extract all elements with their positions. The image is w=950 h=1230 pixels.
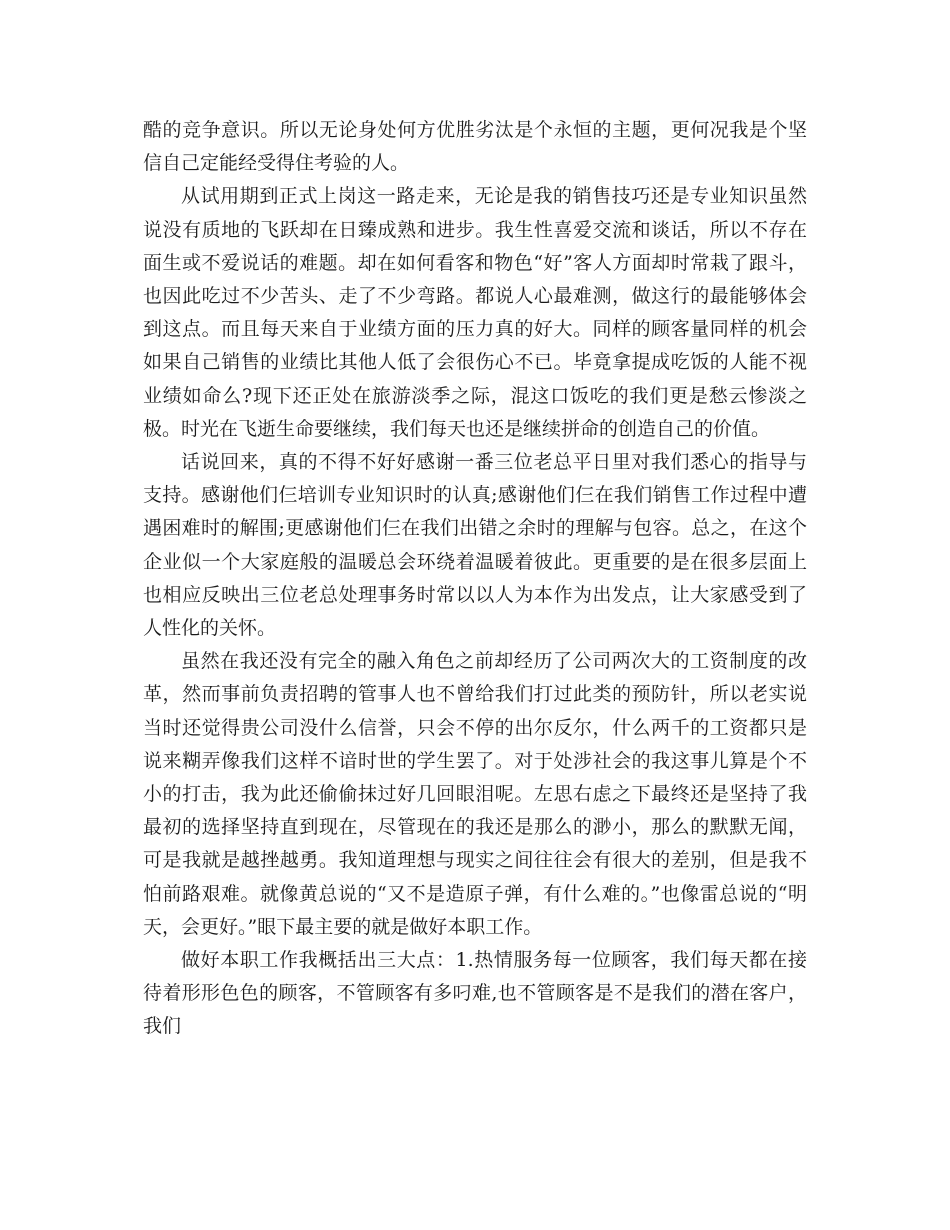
paragraph-3: 话说回来，真的不得不好好感谢一番三位老总平日里对我们悉心的指导与支持。感谢他们仨培训专业知识时的认真;感谢他们仨在我们销售工作过程中遭遇困难时的解围;更感谢他们仨在我们出错之余时的理解与包容。总之，在这个企业似一个大家庭般的温暖总会环绕着温暖着彼此。更重要的是在很多层面上也相应反映出三位老总处理事务时常以以人为本作为出发点，让大家感受到了人性化的关怀。 [143,451,807,640]
document-body [143,114,807,1044]
paragraph-4: 虽然在我还没有完全的融入角色之前却经历了公司两次大的工资制度的改革，然而事前负责招聘的管事人也不曾给我们打过此类的预防针，所以老实说当时还觉得贵公司没什么信誉，只会不停的出尔反尔，什么两千的工资都只是说来糊弄像我们这样不谙时世的学生罢了。对于处涉社会的我这事儿算是个不小的打击，我为此还偷偷抹过好几回眼泪呢。左思右虑之下最终还是坚持了我最初的选择坚持直到现在，尽管现在的我还是那么的渺小，那么的默默无闻，可是我就是越挫越勇。我知道理想与现实之间往往会有很大的差别，但是我不怕前路艰难。就像黄总说的“又不是造原子弹，有什么难的。”也像雷总说的“明天，会更好。”眼下最主要的就是做好本职工作。 [143,650,807,938]
paragraph-2: 从试用期到正式上岗这一路走来，无论是我的销售技巧还是专业知识虽然说没有质地的飞跃却在日臻成熟和进步。我生性喜爱交流和谈话，所以不存在面生或不爱说话的难题。却在如何看客和物色“好”客人方面却时常栽了跟斗，也因此吃过不少苦头、走了不少弯路。都说人心最难测，做这行的最能够体会到这点。而且每天来自于业绩方面的压力真的好大。同样的顾客量同样的机会如果自己销售的业绩比其他人低了会很伤心不已。毕竟拿提成吃饭的人能不视业绩如命么?现下还正处在旅游淡季之际，混这口饭吃的我们更是愁云惨淡之极。时光在飞逝生命要继续，我们每天也还是继续拼命的创造自己的价值。 [143,185,807,440]
paragraph-1: 酷的竞争意识。所以无论身处何方优胜劣汰是个永恒的主题，更何况我是个坚信自己定能经受得住考验的人。 [143,119,807,175]
paragraph-5: 做好本职工作我概括出三大点：1.热情服务每一位顾客，我们每天都在接待着形形色色的顾客，不管顾客有多叼难,也不管顾客是不是我们的潜在客户，我们 [143,949,807,1038]
